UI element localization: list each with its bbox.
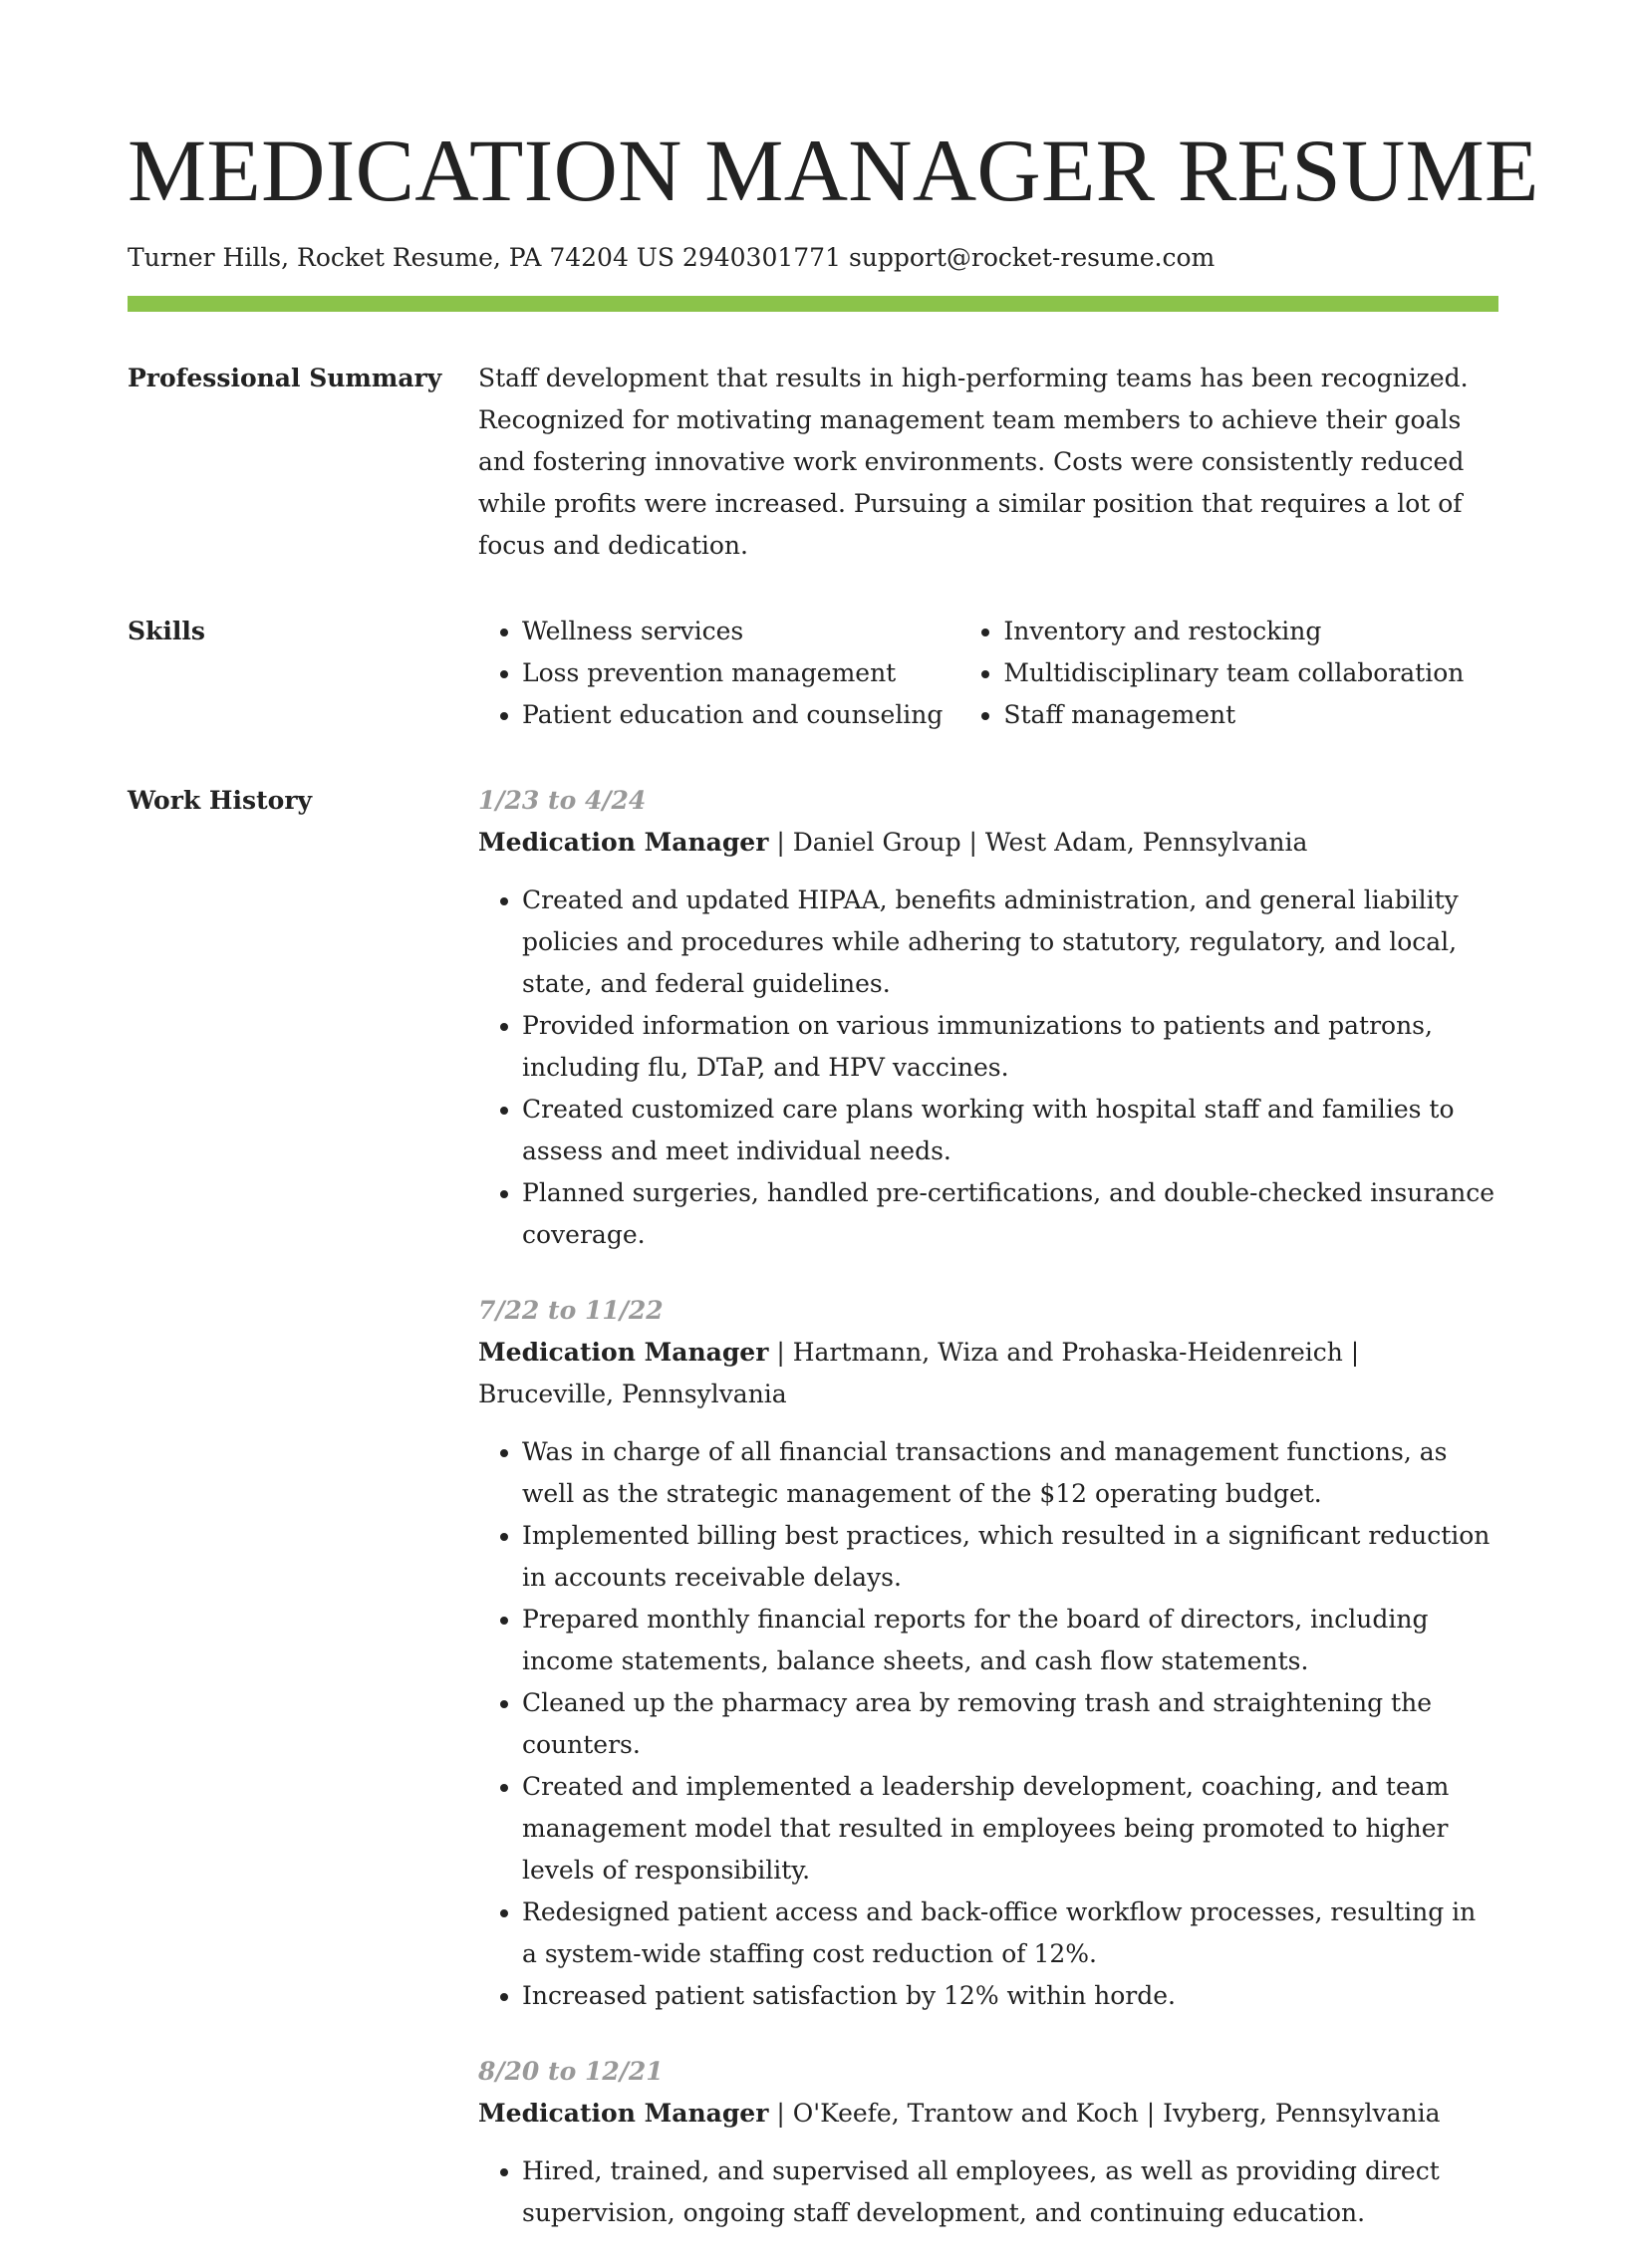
- job-entry: [478, 780, 1498, 1256]
- job-bullet: • Created and updated HIPAA, benefits administration, and general liability policies and procedures while adhering to statutory, regulatory, and local, state, and federal guidelines.: [522, 880, 1498, 1005]
- job-dates: 7/22 to 11/22: [478, 1296, 664, 1325]
- job-bullet: • Provided information on various immunizations to patients and patrons, including flu, DTaP, and HPV vaccines.: [522, 1005, 1498, 1089]
- summary-section: [128, 364, 1498, 567]
- skills-list-left: [478, 611, 959, 736]
- job-dates: 8/20 to 12/21: [478, 2057, 664, 2086]
- skill-item: • Loss prevention management: [522, 652, 959, 694]
- job-bullet: • Planned surgeries, handled pre-certifications, and double-checked insurance coverage.: [522, 1172, 1498, 1256]
- skill-item: • Staff management: [1003, 694, 1498, 736]
- job-bullet: • Redesigned patient access and back-office workflow processes, resulting in a system-wide staffing cost reduction of 12%.: [522, 1891, 1498, 1975]
- job-bullets: [478, 880, 1498, 1256]
- job-title-line: [478, 822, 1498, 864]
- work-history-section: [128, 786, 1498, 2268]
- job-employer-location: | Daniel Group | West Adam, Pennsylvania: [768, 828, 1308, 857]
- job-bullets: [478, 1431, 1498, 2017]
- job-bullet: • Prepared monthly financial reports for the board of directors, including income statements, balance sheets, and cash flow statements.: [522, 1599, 1498, 1682]
- job-entry: [478, 2051, 1498, 2234]
- skill-item: • Multidisciplinary team collaboration: [1003, 652, 1498, 694]
- section-label-work-history: Work History: [128, 786, 313, 815]
- job-role: Medication Manager: [478, 2099, 769, 2128]
- job-entry: [478, 1290, 1498, 2017]
- job-bullet: • Was in charge of all financial transactions and management functions, as well as the strategic management of the $12 operating budget.: [522, 1431, 1498, 1515]
- job-bullets: [478, 2150, 1498, 2234]
- skills-list-right: [959, 611, 1498, 736]
- skills-content: [478, 611, 1498, 736]
- summary-text: Staff development that results in high-performing teams has been recognized. Recognized for motivating management team members to achieve their goals and fostering innovative work environments. Costs were consistently reduced while profits were increased. Pursuing a similar position that requires a lot of focus and dedication.: [478, 364, 1469, 560]
- job-bullet: • Created customized care plans working with hospital staff and families to assess and meet individual needs.: [522, 1089, 1498, 1172]
- accent-divider: [128, 296, 1498, 312]
- skill-item: • Wellness services: [522, 611, 959, 652]
- skill-item: • Patient education and counseling: [522, 694, 959, 736]
- skill-item: • Inventory and restocking: [1003, 611, 1498, 652]
- job-bullet: • Created and implemented a leadership development, coaching, and team management model that resulted in employees being promoted to higher levels of responsibility.: [522, 1766, 1498, 1891]
- job-employer-location: | O'Keefe, Trantow and Koch | Ivyberg, Pennsylvania: [768, 2099, 1441, 2128]
- job-bullet: • Increased patient satisfaction by 12% within horde.: [522, 1975, 1498, 2017]
- job-bullet: • Hired, trained, and supervised all employees, as well as providing direct supervision, ongoing staff development, and continuing education.: [522, 2150, 1498, 2234]
- resume-title: MEDICATION MANAGER RESUME: [128, 123, 1539, 220]
- section-label-summary: Professional Summary: [128, 364, 442, 392]
- work-history-content: [478, 780, 1498, 2268]
- section-label-skills: Skills: [128, 617, 205, 645]
- contact-line: Turner Hills, Rocket Resume, PA 74204 US 2940301771 support@rocket-resume.com: [128, 243, 1216, 272]
- skills-section: [128, 617, 1498, 736]
- resume-page: [128, 0, 1539, 2268]
- summary-content: [478, 358, 1498, 567]
- job-title-line: [478, 1332, 1498, 1415]
- job-bullet: • Implemented billing best practices, which resulted in a significant reduction in accounts receivable delays.: [522, 1515, 1498, 1599]
- job-bullet: • Cleaned up the pharmacy area by removing trash and straightening the counters.: [522, 1682, 1498, 1766]
- job-role: Medication Manager: [478, 828, 769, 857]
- job-dates: 1/23 to 4/24: [478, 786, 647, 815]
- job-employer-location: | Hartmann, Wiza and Prohaska-Heidenreich | Bruceville, Pennsylvania: [478, 1338, 1360, 1408]
- job-role: Medication Manager: [478, 1338, 769, 1367]
- job-title-line: [478, 2093, 1498, 2135]
